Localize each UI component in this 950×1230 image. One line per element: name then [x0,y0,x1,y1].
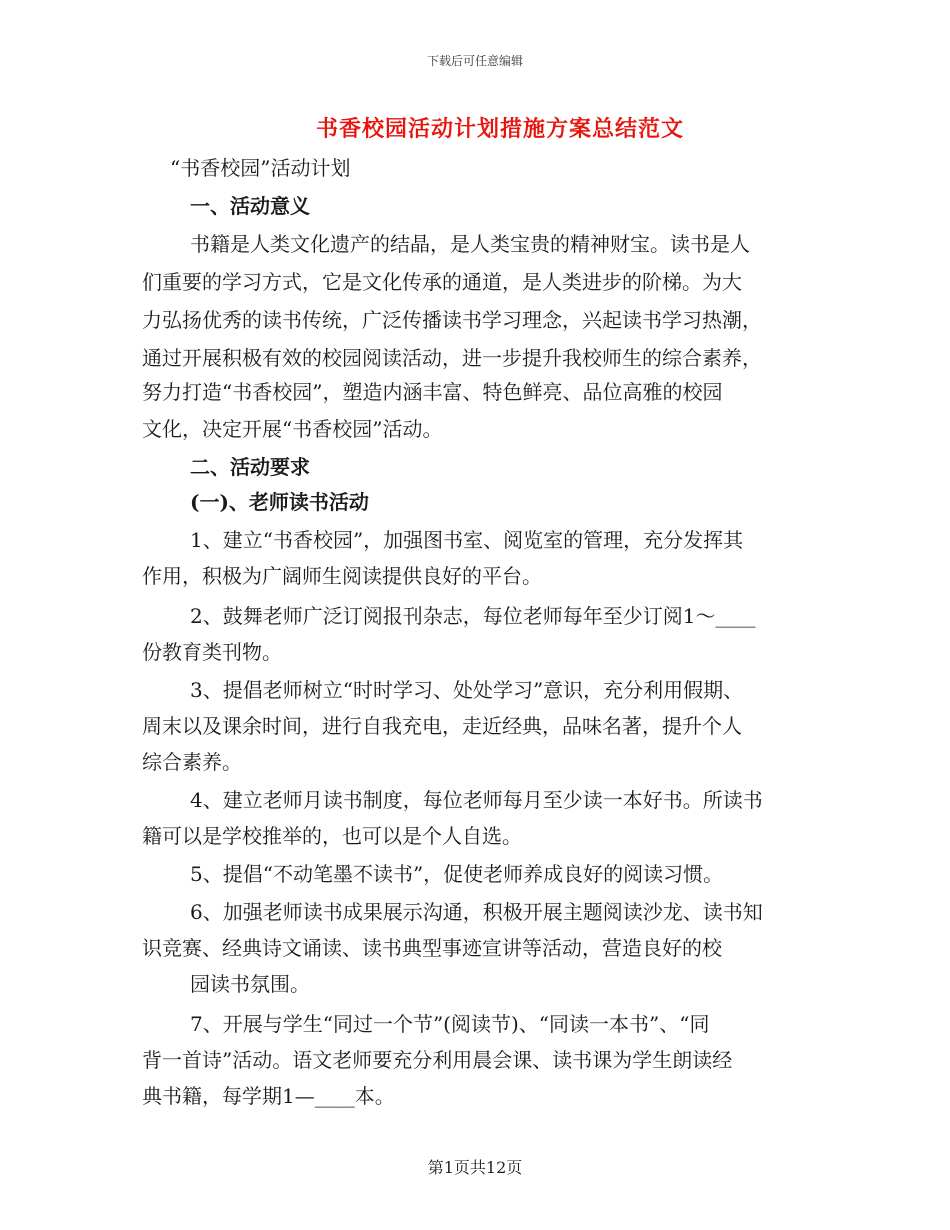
section2-heading: 二、活动要求 [190,455,310,479]
list-item-line: 周末以及课余时间，进行自我充电，走近经典，品味名著，提升个人 [142,714,742,738]
section1-heading: 一、活动意义 [190,194,310,218]
subsection1-heading: (一)、老师读书活动 [190,490,369,514]
list-item-line: 籍可以是学校推举的，也可以是个人自选。 [142,824,522,848]
page-footer: 第1页共12页 [427,1158,523,1177]
paragraph-line: 力弘扬优秀的读书传统，广泛传播读书学习理念，兴起读书学习热潮， [142,308,762,332]
paragraph-line: 文化，决定开展“书香校园”活动。 [142,417,443,441]
list-item-line: 4、建立老师月读书制度，每位老师每月至少读一本好书。所读书 [190,788,763,812]
list-item-line: 背一首诗”活动。语文老师要充分利用晨会课、读书课为学生朗读经 [142,1048,733,1072]
list-item-line: 园读书氛围。 [190,972,310,996]
list-item-line: 7、开展与学生“同过一个节”(阅读节)、“同读一本书”、“同 [190,1012,710,1036]
list-item-line: 6、加强老师读书成果展示沟通，积极开展主题阅读沙龙、读书知 [190,900,763,924]
list-item-line: 份教育类刊物。 [142,640,282,664]
paragraph-line: 们重要的学习方式，它是文化传承的通道，是人类进步的阶梯。为大 [142,270,742,294]
list-item-line: 3、提倡老师树立“时时学习、处处学习”意识，充分利用假期、 [190,678,744,702]
header-note: 下载后可任意编辑 [426,54,523,68]
list-item-line: 5、提倡“不动笔墨不读书”，促使老师养成良好的阅读习惯。 [190,862,724,886]
subtitle: “书香校园”活动计划 [170,156,351,180]
document-title: 书香校园活动计划措施方案总结范文 [315,116,684,142]
list-item-line: 1、建立“书香校园”，加强图书室、阅览室的管理，充分发挥其 [190,528,744,552]
list-item-line: 典书籍，每学期1—____本。 [142,1084,395,1108]
paragraph-line: 通过开展积极有效的校园阅读活动，进一步提升我校师生的综合素养， [142,346,762,370]
list-item-line: 2、鼓舞老师广泛订阅报刊杂志，每位老师每年至少订阅1～____ [190,604,756,628]
list-item-line: 综合素养。 [142,750,242,774]
paragraph-line: 书籍是人类文化遗产的结晶，是人类宝贵的精神财宝。读书是人 [190,232,750,256]
list-item-line: 作用，积极为广阔师生阅读提供良好的平台。 [142,564,542,588]
list-item-line: 识竞赛、经典诗文诵读、读书典型事迹宣讲等活动，营造良好的校 [142,936,722,960]
paragraph-line: 努力打造“书香校园”，塑造内涵丰富、特色鲜亮、品位高雅的校园 [142,380,723,404]
